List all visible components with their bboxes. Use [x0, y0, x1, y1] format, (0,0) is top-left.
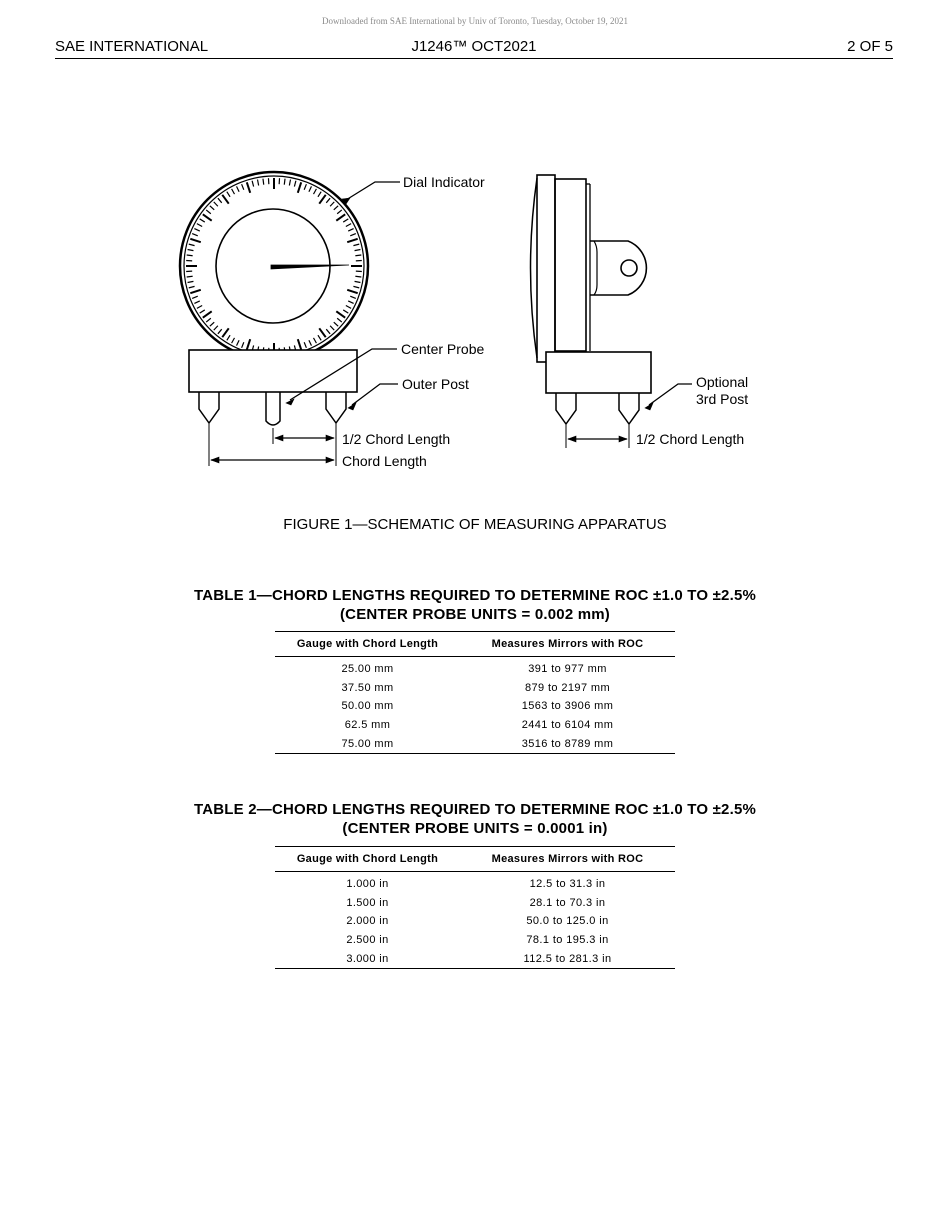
- dial-tick: [194, 229, 199, 232]
- table-row: [275, 716, 675, 735]
- dial-tick: [309, 186, 312, 191]
- dial-tick: [237, 340, 240, 345]
- dial-tick: [187, 255, 193, 256]
- dial-tick: [187, 276, 193, 277]
- cell-roc: 2441 to 6104 mm: [521, 719, 614, 732]
- dial-tick: [334, 206, 338, 210]
- dial-tick: [319, 328, 325, 337]
- dial-tick: [347, 239, 357, 242]
- cell-gauge: 75.00 mm: [275, 734, 460, 753]
- dial-tick: [336, 214, 345, 220]
- dial-tick: [188, 250, 194, 251]
- measuring-apparatus-figure: [0, 150, 950, 490]
- dial-tick: [350, 234, 356, 236]
- dial-tick: [232, 189, 235, 194]
- dial-tick: [218, 329, 222, 334]
- dial-tick: [318, 192, 321, 197]
- table2-title-line2: (CENTER PROBE UNITS = 0.0001 in): [342, 820, 608, 837]
- dial-tick: [355, 250, 361, 251]
- label-half-chord-side: 1/2 Chord Length: [636, 431, 745, 447]
- dial-tick: [214, 202, 218, 206]
- dial-tick: [314, 338, 317, 343]
- cell-gauge: 50.00 mm: [341, 700, 394, 713]
- dial-tick: [197, 306, 202, 309]
- dial-tick: [330, 326, 334, 330]
- cell-gauge: 1.500 in: [346, 896, 389, 909]
- column-header-gauge: Gauge with Chord Length: [275, 632, 460, 657]
- table1-title: [0, 586, 950, 624]
- dial-tick: [334, 322, 338, 326]
- table2: [275, 846, 675, 969]
- cell-roc: 879 to 2197 mm: [524, 681, 611, 694]
- table-row: [275, 912, 675, 931]
- table-row: [275, 949, 675, 968]
- label-center-probe: Center Probe: [401, 341, 485, 357]
- dial-tick: [237, 186, 240, 191]
- label-dial-indicator: Dial Indicator: [403, 174, 485, 190]
- column-header-roc: Measures Mirrors with ROC: [460, 632, 675, 657]
- cell-roc: 391 to 977 mm: [528, 663, 607, 676]
- dial-tick: [203, 311, 212, 317]
- dial-tick: [304, 184, 306, 190]
- header-publisher: SAE INTERNATIONAL: [55, 38, 209, 55]
- cell-gauge: 62.5 mm: [344, 719, 391, 732]
- label-chord-length: Chord Length: [342, 453, 427, 469]
- table-row: [275, 679, 675, 698]
- dial-tick: [203, 214, 212, 220]
- cell-gauge: 2.000 in: [346, 915, 389, 928]
- dial-tick: [284, 179, 285, 185]
- dial-tick: [194, 301, 199, 304]
- cell-roc: 78.1 to 195.3 in: [526, 934, 609, 947]
- dial-tick: [319, 195, 325, 204]
- dial-tick: [210, 206, 214, 210]
- header-document-id: J1246™ OCT2021: [411, 38, 537, 55]
- dial-tick: [247, 182, 250, 192]
- label-optional: Optional: [696, 374, 749, 390]
- dial-needle: [271, 265, 349, 269]
- dial-indicator-side-view: [531, 175, 647, 362]
- dial-tick: [206, 210, 211, 214]
- dial-tick: [353, 286, 359, 287]
- dial-tick: [309, 340, 312, 345]
- dial-tick: [200, 310, 205, 313]
- cell-gauge: 2.500 in: [346, 934, 389, 947]
- dial-tick: [200, 219, 205, 222]
- table-header-row: [275, 632, 675, 657]
- column-header-gauge: Gauge with Chord Length: [275, 847, 460, 872]
- label-half-chord-front: 1/2 Chord Length: [342, 431, 451, 447]
- label-outer-post: Outer Post: [402, 376, 469, 392]
- dial-tick: [355, 255, 361, 256]
- cell-gauge: 1.000 in: [346, 878, 389, 891]
- dial-tick: [298, 339, 301, 349]
- figure-caption: FIGURE 1—SCHEMATIC OF MEASURING APPARATUS: [283, 516, 667, 533]
- cell-roc: 50.0 to 125.0 in: [526, 915, 609, 928]
- page-header: [55, 38, 893, 59]
- table2-title: [0, 800, 950, 838]
- cell-roc: 3516 to 8789 mm: [460, 734, 675, 753]
- dial-tick: [343, 219, 348, 222]
- dial-tick: [206, 318, 211, 322]
- dial-tick: [222, 195, 228, 204]
- table2-title-line1: TABLE 2—CHORD LENGTHS REQUIRED TO DETERMINE ROC ±1.0 TO ±2.5%: [193, 801, 757, 818]
- dial-tick: [232, 338, 235, 343]
- cell-gauge: 25.00 mm: [341, 663, 394, 676]
- dial-tick: [192, 234, 198, 236]
- label-third-post: 3rd Post: [696, 391, 749, 407]
- dial-tick: [189, 286, 195, 287]
- dial-tick: [227, 192, 230, 197]
- dial-tick: [190, 290, 200, 293]
- cell-roc: 1563 to 3906 mm: [521, 700, 614, 713]
- dial-tick: [318, 335, 321, 340]
- dial-tick: [289, 180, 290, 186]
- table1-title-line2: (CENTER PROBE UNITS = 0.002 mm): [339, 606, 610, 623]
- dial-tick: [188, 281, 194, 282]
- cell-roc: 112.5 to 281.3 in: [460, 949, 675, 968]
- dial-tick: [210, 322, 214, 326]
- dial-tick: [347, 290, 357, 293]
- dial-tick: [214, 326, 218, 330]
- table-header-row: [275, 847, 675, 872]
- table1: [275, 631, 675, 754]
- dial-tick: [222, 328, 228, 337]
- cell-roc: 28.1 to 70.3 in: [529, 896, 606, 909]
- download-watermark: Downloaded from SAE International by Univ of Toronto, Tuesday, October 19, 2021: [321, 16, 629, 26]
- table-row: [275, 697, 675, 716]
- table-row: [275, 931, 675, 950]
- dial-tick: [294, 181, 295, 187]
- dial-tick: [227, 335, 230, 340]
- dial-tick: [336, 311, 345, 317]
- dial-tick: [326, 198, 330, 203]
- table-row: [275, 894, 675, 913]
- dial-tick: [346, 306, 351, 309]
- dial-tick: [355, 281, 361, 282]
- dial-tick: [263, 179, 264, 185]
- table-row: [275, 734, 675, 753]
- dial-tick: [304, 342, 306, 348]
- header-page-number: 2 OF 5: [847, 38, 893, 55]
- dial-tick: [218, 198, 222, 203]
- dial-tick: [247, 339, 250, 349]
- dial-tick: [242, 342, 244, 348]
- dial-tick: [348, 229, 353, 232]
- dial-tick: [252, 181, 253, 187]
- dial-tick: [258, 180, 259, 186]
- dial-tick: [326, 329, 330, 334]
- dial-tick: [314, 189, 317, 194]
- dial-tick: [192, 296, 198, 298]
- table1-title-line1: TABLE 1—CHORD LENGTHS REQUIRED TO DETERMINE ROC ±1.0 TO ±2.5%: [193, 587, 757, 604]
- cell-roc: 12.5 to 31.3 in: [529, 878, 606, 891]
- dial-tick: [350, 296, 356, 298]
- dial-tick: [353, 244, 359, 245]
- column-header-roc: Measures Mirrors with ROC: [460, 847, 675, 872]
- dial-tick: [189, 244, 195, 245]
- table-row: [275, 657, 675, 679]
- dial-indicator-front-view: [180, 172, 368, 360]
- cell-gauge: 37.50 mm: [341, 681, 394, 694]
- dial-tick: [298, 182, 301, 192]
- dial-tick: [337, 318, 342, 322]
- table-row: [275, 872, 675, 894]
- dial-tick: [190, 239, 200, 242]
- dial-tick: [197, 224, 202, 227]
- cell-gauge: 3.000 in: [275, 949, 460, 968]
- dial-tick: [337, 210, 342, 214]
- dial-tick: [330, 202, 334, 206]
- dial-tick: [355, 276, 361, 277]
- dial-tick: [242, 184, 244, 190]
- dial-tick: [343, 310, 348, 313]
- gauge-base-front: [189, 350, 357, 466]
- dial-tick: [346, 224, 351, 227]
- dial-tick: [348, 301, 353, 304]
